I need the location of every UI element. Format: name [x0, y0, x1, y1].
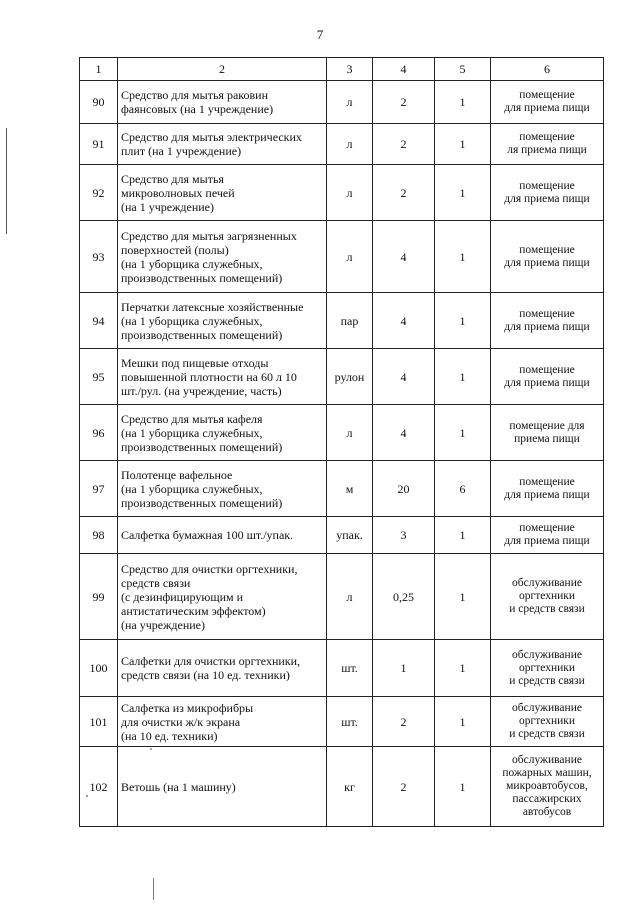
cell-purpose: обслуживание пожарных машин, микроавтобусов, пассажирских автобусов	[491, 747, 604, 827]
cell-row-number: 90	[80, 81, 118, 124]
scan-bottom-line	[153, 878, 154, 900]
cell-period: 1	[435, 165, 491, 221]
cell-unit: пар	[327, 293, 373, 349]
cell-item-name: Средство для мытья микроволновых печей (на 1 учреждение)	[118, 165, 327, 221]
table-row	[80, 461, 604, 517]
table-row	[80, 517, 604, 554]
cell-quantity: 4	[373, 293, 435, 349]
cell-row-number: 100	[80, 640, 118, 697]
cell-purpose: помещение для приема пищи	[491, 349, 604, 405]
cell-quantity: 1	[373, 640, 435, 697]
cell-quantity: 2	[373, 697, 435, 747]
cell-item-name: Мешки под пищевые отходы повышенной плотности на 60 л 10 шт./рул. (на учреждение, часть)	[118, 349, 327, 405]
cell-period: 1	[435, 349, 491, 405]
col-header-4: 4	[373, 58, 435, 81]
cell-purpose: помещение для приема пищи	[491, 405, 604, 461]
cell-period: 6	[435, 461, 491, 517]
cell-purpose: помещение для приема пищи	[491, 221, 604, 293]
cell-unit: рулон	[327, 349, 373, 405]
table-row	[80, 81, 604, 124]
cell-quantity: 2	[373, 81, 435, 124]
table-row	[80, 697, 604, 747]
cell-row-number: 93	[80, 221, 118, 293]
cell-period: 1	[435, 747, 491, 827]
cell-item-name: Средство для мытья загрязненных поверхностей (полы) (на 1 уборщика служебных, производственных помещений)	[118, 221, 327, 293]
cell-purpose: помещение для приема пищи	[491, 517, 604, 554]
cell-period: 1	[435, 293, 491, 349]
cell-unit: л	[327, 165, 373, 221]
col-header-2: 2	[118, 58, 327, 81]
cell-unit: л	[327, 221, 373, 293]
cell-unit: л	[327, 124, 373, 165]
table-row	[80, 349, 604, 405]
table-row	[80, 124, 604, 165]
cell-row-number: 97	[80, 461, 118, 517]
table-row	[80, 405, 604, 461]
cell-item-name: Перчатки латексные хозяйственные (на 1 уборщика служебных, производственных помещений)	[118, 293, 327, 349]
table-row	[80, 221, 604, 293]
cell-item-name: Средство для мытья электрических плит (на 1 учреждение)	[118, 124, 327, 165]
cell-item-name: Полотенце вафельное (на 1 уборщика служебных, производственных помещений)	[118, 461, 327, 517]
cell-purpose: помещение для приема пищи	[491, 293, 604, 349]
cell-row-number: 102	[80, 747, 118, 827]
cell-item-name: Салфетки для очистки оргтехники, средств связи (на 10 ед. техники)	[118, 640, 327, 697]
table-row	[80, 747, 604, 827]
col-header-1: 1	[80, 58, 118, 81]
cell-unit: л	[327, 405, 373, 461]
cell-quantity: 2	[373, 165, 435, 221]
cell-item-name: Средство для очистки оргтехники, средств связи (с дезинфицирующим и антистатическим эффектом) (на учреждение)	[118, 554, 327, 640]
col-header-3: 3	[327, 58, 373, 81]
cell-purpose: помещение для приема пищи	[491, 461, 604, 517]
cell-quantity: 3	[373, 517, 435, 554]
cell-unit: упак.	[327, 517, 373, 554]
cell-quantity: 4	[373, 221, 435, 293]
cell-item-name: Ветошь (на 1 машину)	[118, 747, 327, 827]
cell-quantity: 20	[373, 461, 435, 517]
cell-unit: шт.	[327, 697, 373, 747]
table-row	[80, 554, 604, 640]
cell-item-name: Средство для мытья раковин фаянсовых (на 1 учреждение)	[118, 81, 327, 124]
cell-quantity: 2	[373, 124, 435, 165]
cell-unit: шт.	[327, 640, 373, 697]
cell-purpose: помещение для приема пищи	[491, 165, 604, 221]
table-row	[80, 640, 604, 697]
cell-period: 1	[435, 221, 491, 293]
page-number: 7	[316, 27, 324, 42]
cell-row-number: 92	[80, 165, 118, 221]
cell-purpose: помещение для приема пищи	[491, 81, 604, 124]
cell-quantity: 2	[373, 747, 435, 827]
cell-item-name: Салфетка бумажная 100 шт./упак.	[118, 517, 327, 554]
cell-period: 1	[435, 124, 491, 165]
cell-period: 1	[435, 697, 491, 747]
scan-margin-line	[6, 128, 7, 234]
cell-period: 1	[435, 517, 491, 554]
cell-item-name: Салфетка из микрофибры для очистки ж/к экрана (на 10 ед. техники)	[118, 697, 327, 747]
table-header-row	[80, 58, 604, 81]
cell-row-number: 91	[80, 124, 118, 165]
cell-purpose: обслуживание оргтехники и средств связи	[491, 554, 604, 640]
col-header-6: 6	[491, 58, 604, 81]
cell-quantity: 4	[373, 405, 435, 461]
col-header-5: 5	[435, 58, 491, 81]
cell-item-name: Средство для мытья кафеля (на 1 уборщика служебных, производственных помещений)	[118, 405, 327, 461]
cell-row-number: 96	[80, 405, 118, 461]
cell-row-number: 99	[80, 554, 118, 640]
cell-row-number: 98	[80, 517, 118, 554]
cell-purpose: обслуживание оргтехники и средств связи	[491, 697, 604, 747]
cell-row-number: 101	[80, 697, 118, 747]
cell-period: 1	[435, 640, 491, 697]
cell-quantity: 0,25	[373, 554, 435, 640]
cell-quantity: 4	[373, 349, 435, 405]
cell-period: 1	[435, 554, 491, 640]
table-row	[80, 293, 604, 349]
cell-purpose: помещение ля приема пищи	[491, 124, 604, 165]
table-row	[80, 165, 604, 221]
cell-row-number: 94	[80, 293, 118, 349]
cell-row-number: 95	[80, 349, 118, 405]
cell-unit: л	[327, 554, 373, 640]
cell-period: 1	[435, 81, 491, 124]
cell-unit: м	[327, 461, 373, 517]
cell-unit: кг	[327, 747, 373, 827]
cell-purpose: обслуживание оргтехники и средств связи	[491, 640, 604, 697]
cell-unit: л	[327, 81, 373, 124]
supplies-table	[79, 57, 604, 827]
cell-period: 1	[435, 405, 491, 461]
